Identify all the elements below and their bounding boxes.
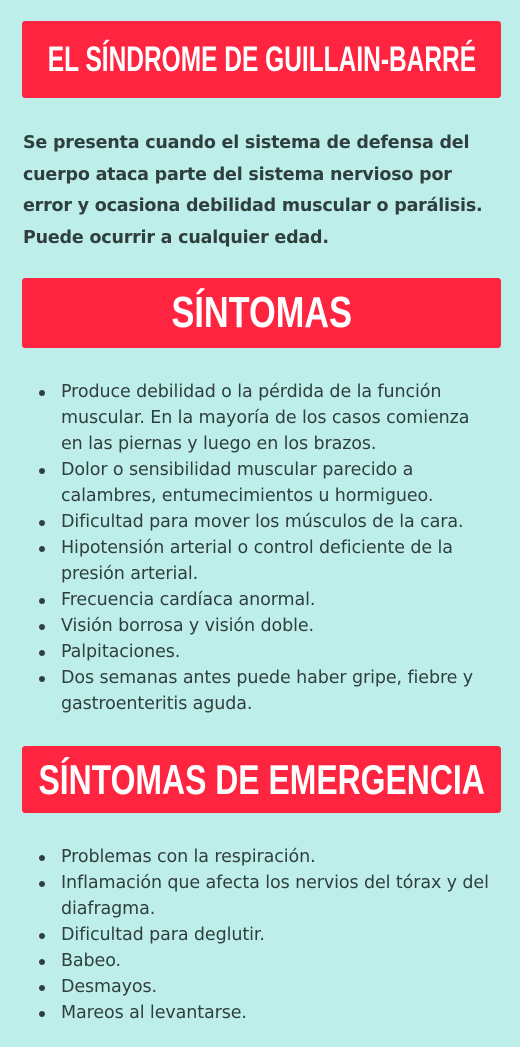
list-item: Inflamación que afecta los nervios del tórax y del diafragma.: [61, 870, 491, 922]
list-item: Dolor o sensibilidad muscular parecido a calambres, entumecimientos u hormigueo.: [61, 457, 491, 509]
intro-paragraph: Se presenta cuando el sistema de defensa del cuerpo ataca parte del sistema nervioso por error y ocasiona debilidad muscular o parálisis. Puede ocurrir a cualquier edad.: [23, 133, 483, 248]
title-banner: [22, 21, 501, 98]
sintomas-banner: [22, 278, 501, 348]
list-item: Problemas con la respiración.: [61, 844, 491, 870]
emergencia-heading: SÍNTOMAS DE EMERGENCIA: [38, 755, 485, 803]
list-item: Desmayos.: [61, 974, 491, 1000]
sintomas-heading: SÍNTOMAS: [171, 288, 352, 337]
list-item: Palpitaciones.: [61, 639, 491, 665]
list-item: Produce debilidad o la pérdida de la función muscular. En la mayoría de los casos comienza en las piernas y luego en los brazos.: [61, 379, 491, 457]
list-item: Dificultad para mover los músculos de la cara.: [61, 509, 491, 535]
list-item: Dificultad para deglutir.: [61, 922, 491, 948]
list-item: Dos semanas antes puede haber gripe, fiebre y gastroenteritis aguda.: [61, 665, 491, 717]
emergencia-list: [0, 844, 491, 1026]
list-item: Hipotensión arterial o control deficiente de la presión arterial.: [61, 535, 491, 587]
list-item: Babeo.: [61, 948, 491, 974]
list-item: Mareos al levantarse.: [61, 1000, 491, 1026]
sintomas-list: [0, 379, 491, 717]
emergencia-banner: [22, 746, 501, 813]
list-item: Visión borrosa y visión doble.: [61, 613, 491, 639]
page-title: EL SÍNDROME DE GUILLAIN-BARRÉ: [47, 39, 476, 79]
list-item: Frecuencia cardíaca anormal.: [61, 587, 491, 613]
